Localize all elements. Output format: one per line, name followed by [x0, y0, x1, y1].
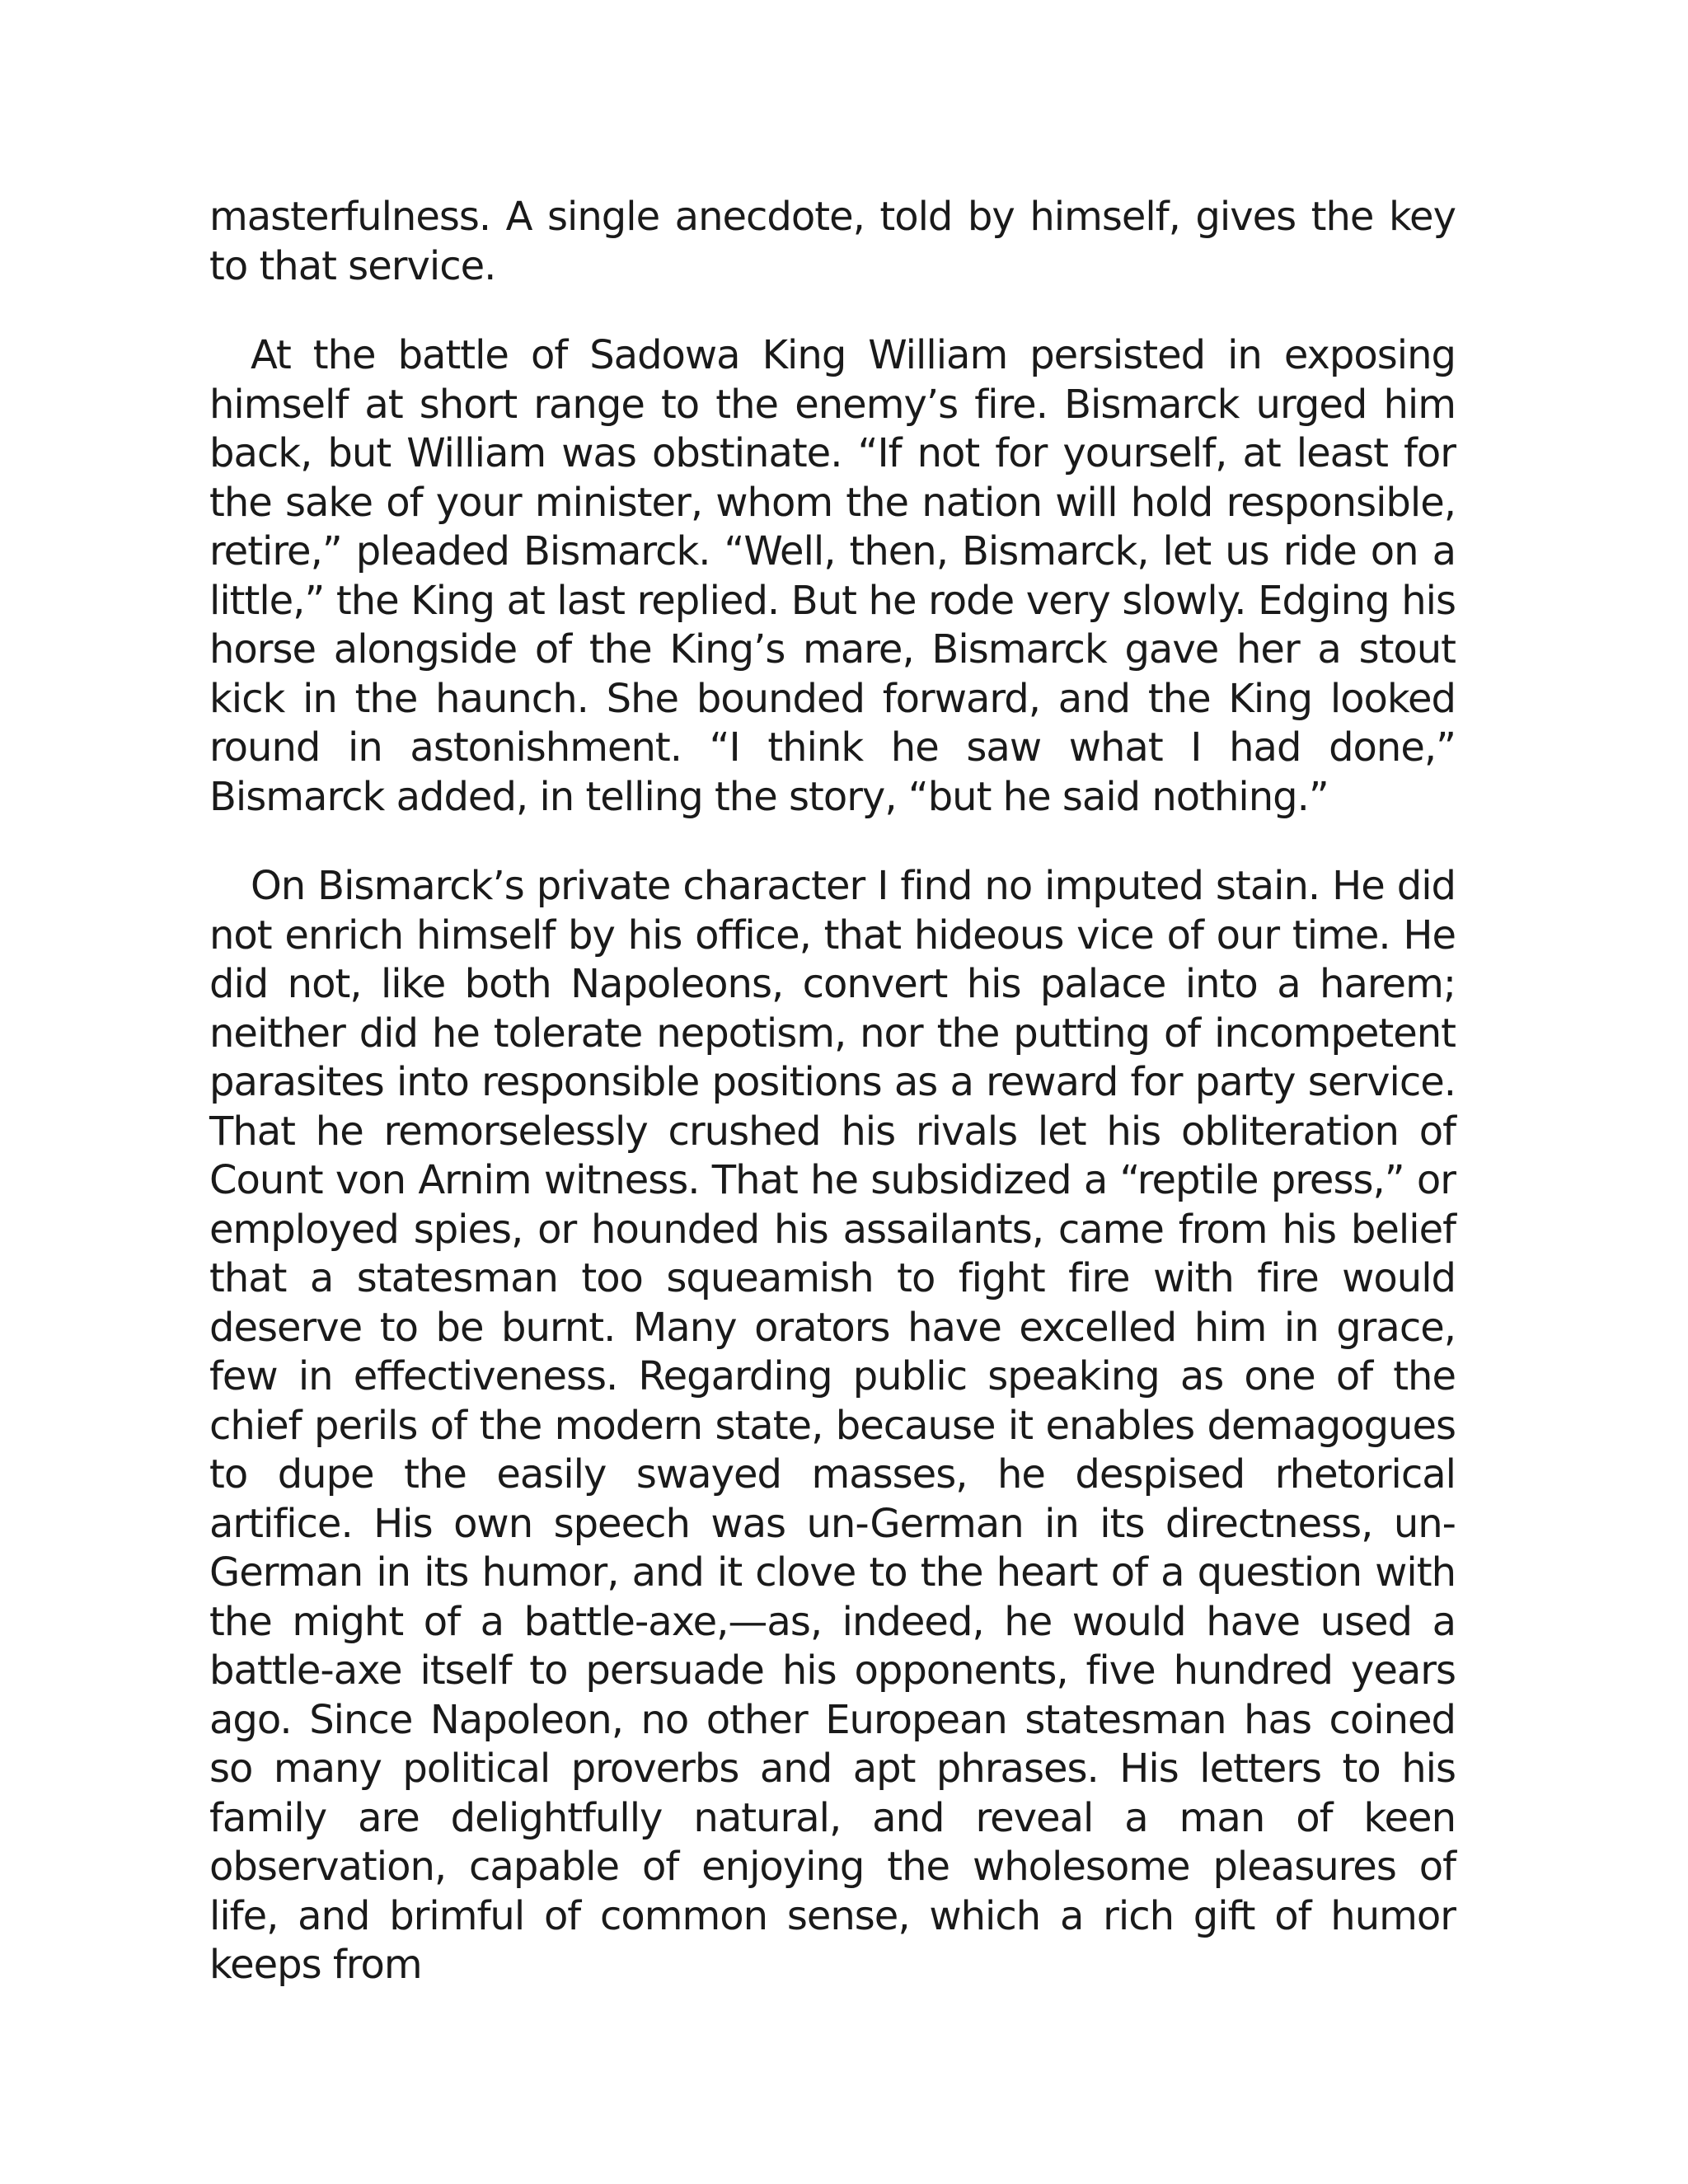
paragraph-continuation: masterfulness. A single anecdote, told by himself, gives the key to that service. [209, 194, 1456, 289]
paragraph-private-character: On Bismarck’s private character I find no imputed stain. He did not enrich himself by his office, that hideous vice of our time. He did not, like both Napoleons, convert his palace into a harem; neither did he tolerate nepotism, nor the putting of incompetent parasites into responsible positions as a reward for party service. That he remorselessly crushed his rivals let his obliteration of Count von Arnim witness. That he subsidized a “reptile press,” or employed spies, or hounded his assailants, came from his belief that a statesman too squeamish to fight fire with fire would deserve to be burnt. Many orators have excelled him in grace, few in effectiveness. Regarding public speaking as one of the chief perils of the modern state, because it enables demagogues to dupe the easily swayed masses, he despised rhetorical artifice. His own speech was un-German in its directness, un-German in its humor, and it clove to the heart of a question with the might of a battle-axe,—as, indeed, he would have used a battle-axe itself to persuade his opponents, five hundred years ago. Since Napoleon, no other European statesman has coined so many political proverbs and apt phrases. His letters to his family are delightfully natural, and reveal a man of keen observation, capable of enjoying the wholesome pleasures of life, and brimful of common sense, which a rich gift of humor keeps from [209, 863, 1456, 1988]
page-body [209, 193, 1456, 1990]
paragraph-sadowa-anecdote: At the battle of Sadowa King William persisted in exposing himself at short range to the enemy’s fire. Bismarck urged him back, but William was obstinate. “If not for yourself, at least for the sake of your minister, whom the nation will hold responsible, retire,” pleaded Bismarck. “Well, then, Bismarck, let us ride on a little,” the King at last replied. But he rode very slowly. Edging his horse alongside of the King’s mare, Bismarck gave her a stout kick in the haunch. She bounded forward, and the King looked round in astonishment. “I think he saw what I had done,” Bismarck added, in telling the story, “but he said nothing.” [209, 332, 1456, 820]
